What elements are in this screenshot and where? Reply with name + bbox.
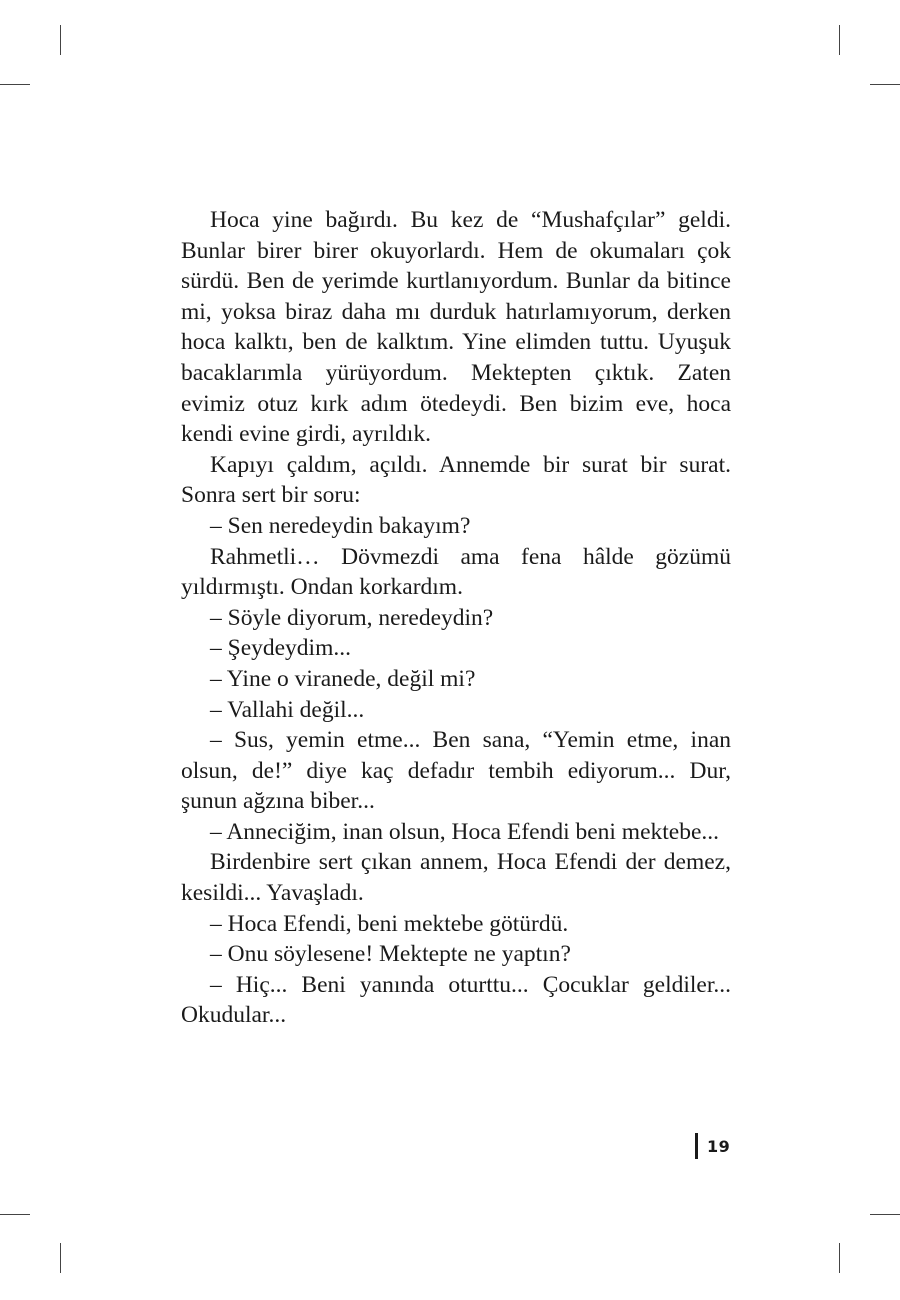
crop-mark-top-right-vertical: [839, 25, 840, 55]
dialogue-line: – Onu söylesene! Mektepte ne yaptın?: [210, 941, 571, 968]
dialogue-line: – Söyle diyorum, neredeydin?: [210, 604, 494, 631]
dialogue-line: – Yine o viranede, değil mi?: [210, 665, 476, 692]
page-footer: [695, 1133, 730, 1159]
paragraph: Kapıyı çaldım, açıldı. Annemde bir surat bir surat. Sonra sert bir soru:: [181, 451, 731, 509]
dialogue-line: – Hoca Efendi, beni mektebe götürdü.: [210, 910, 569, 937]
dialogue-line: – Şeydeydim...: [210, 635, 351, 662]
dialogue-line: – Sen neredeydin bakayım?: [210, 512, 471, 539]
crop-mark-bottom-right-horizontal: [870, 1214, 900, 1215]
dialogue-line: – Anneciğim, inan olsun, Hoca Efendi beni mektebe...: [210, 818, 720, 845]
dialogue-line: – Sus, yemin etme... Ben sana, “Yemin etme, inan olsun, de!” diye kaç defadır tembih ediyorum... Dur, şunun ağzına biber...: [181, 727, 731, 815]
crop-mark-bottom-left-vertical: [60, 1243, 61, 1273]
page-number: 19: [707, 1136, 731, 1156]
paragraph: Hoca yine bağırdı. Bu kez de “Mushafçılar” geldi. Bunlar birer birer okuyorlardı. Hem de okumaları çok sürdü. Ben de yerimde kurtlanıyordum. Bunlar da bitince mi, yoksa biraz daha mı durduk hatırlamıyorum, derken hoca kalktı, ben de kalktım. Yine elimden tuttu. Uyuşuk bacaklarımla yürüyordum. Mektepten çıktık. Zaten evimiz otuz kırk adım ötedeydi. Ben bizim eve, hoca kendi evine girdi, ayrıldık.: [181, 207, 731, 448]
dialogue-line: – Hiç... Beni yanında oturttu... Çocuklar geldiler... Okudular...: [181, 971, 731, 1029]
crop-mark-top-left-vertical: [60, 25, 61, 55]
paragraph: Birdenbire sert çıkan annem, Hoca Efendi der demez, kesildi... Yavaşladı.: [181, 849, 731, 907]
dialogue-line: – Vallahi değil...: [210, 696, 365, 723]
page-body-text: [181, 205, 731, 1031]
crop-mark-bottom-left-horizontal: [0, 1214, 30, 1215]
crop-mark-top-left-horizontal: [0, 84, 30, 85]
crop-mark-bottom-right-vertical: [839, 1243, 840, 1273]
crop-mark-top-right-horizontal: [870, 84, 900, 85]
page-number-rule: [695, 1133, 698, 1159]
paragraph: Rahmetli… Dövmezdi ama fena hâlde gözümü yıldırmıştı. Ondan korkardım.: [181, 543, 731, 601]
